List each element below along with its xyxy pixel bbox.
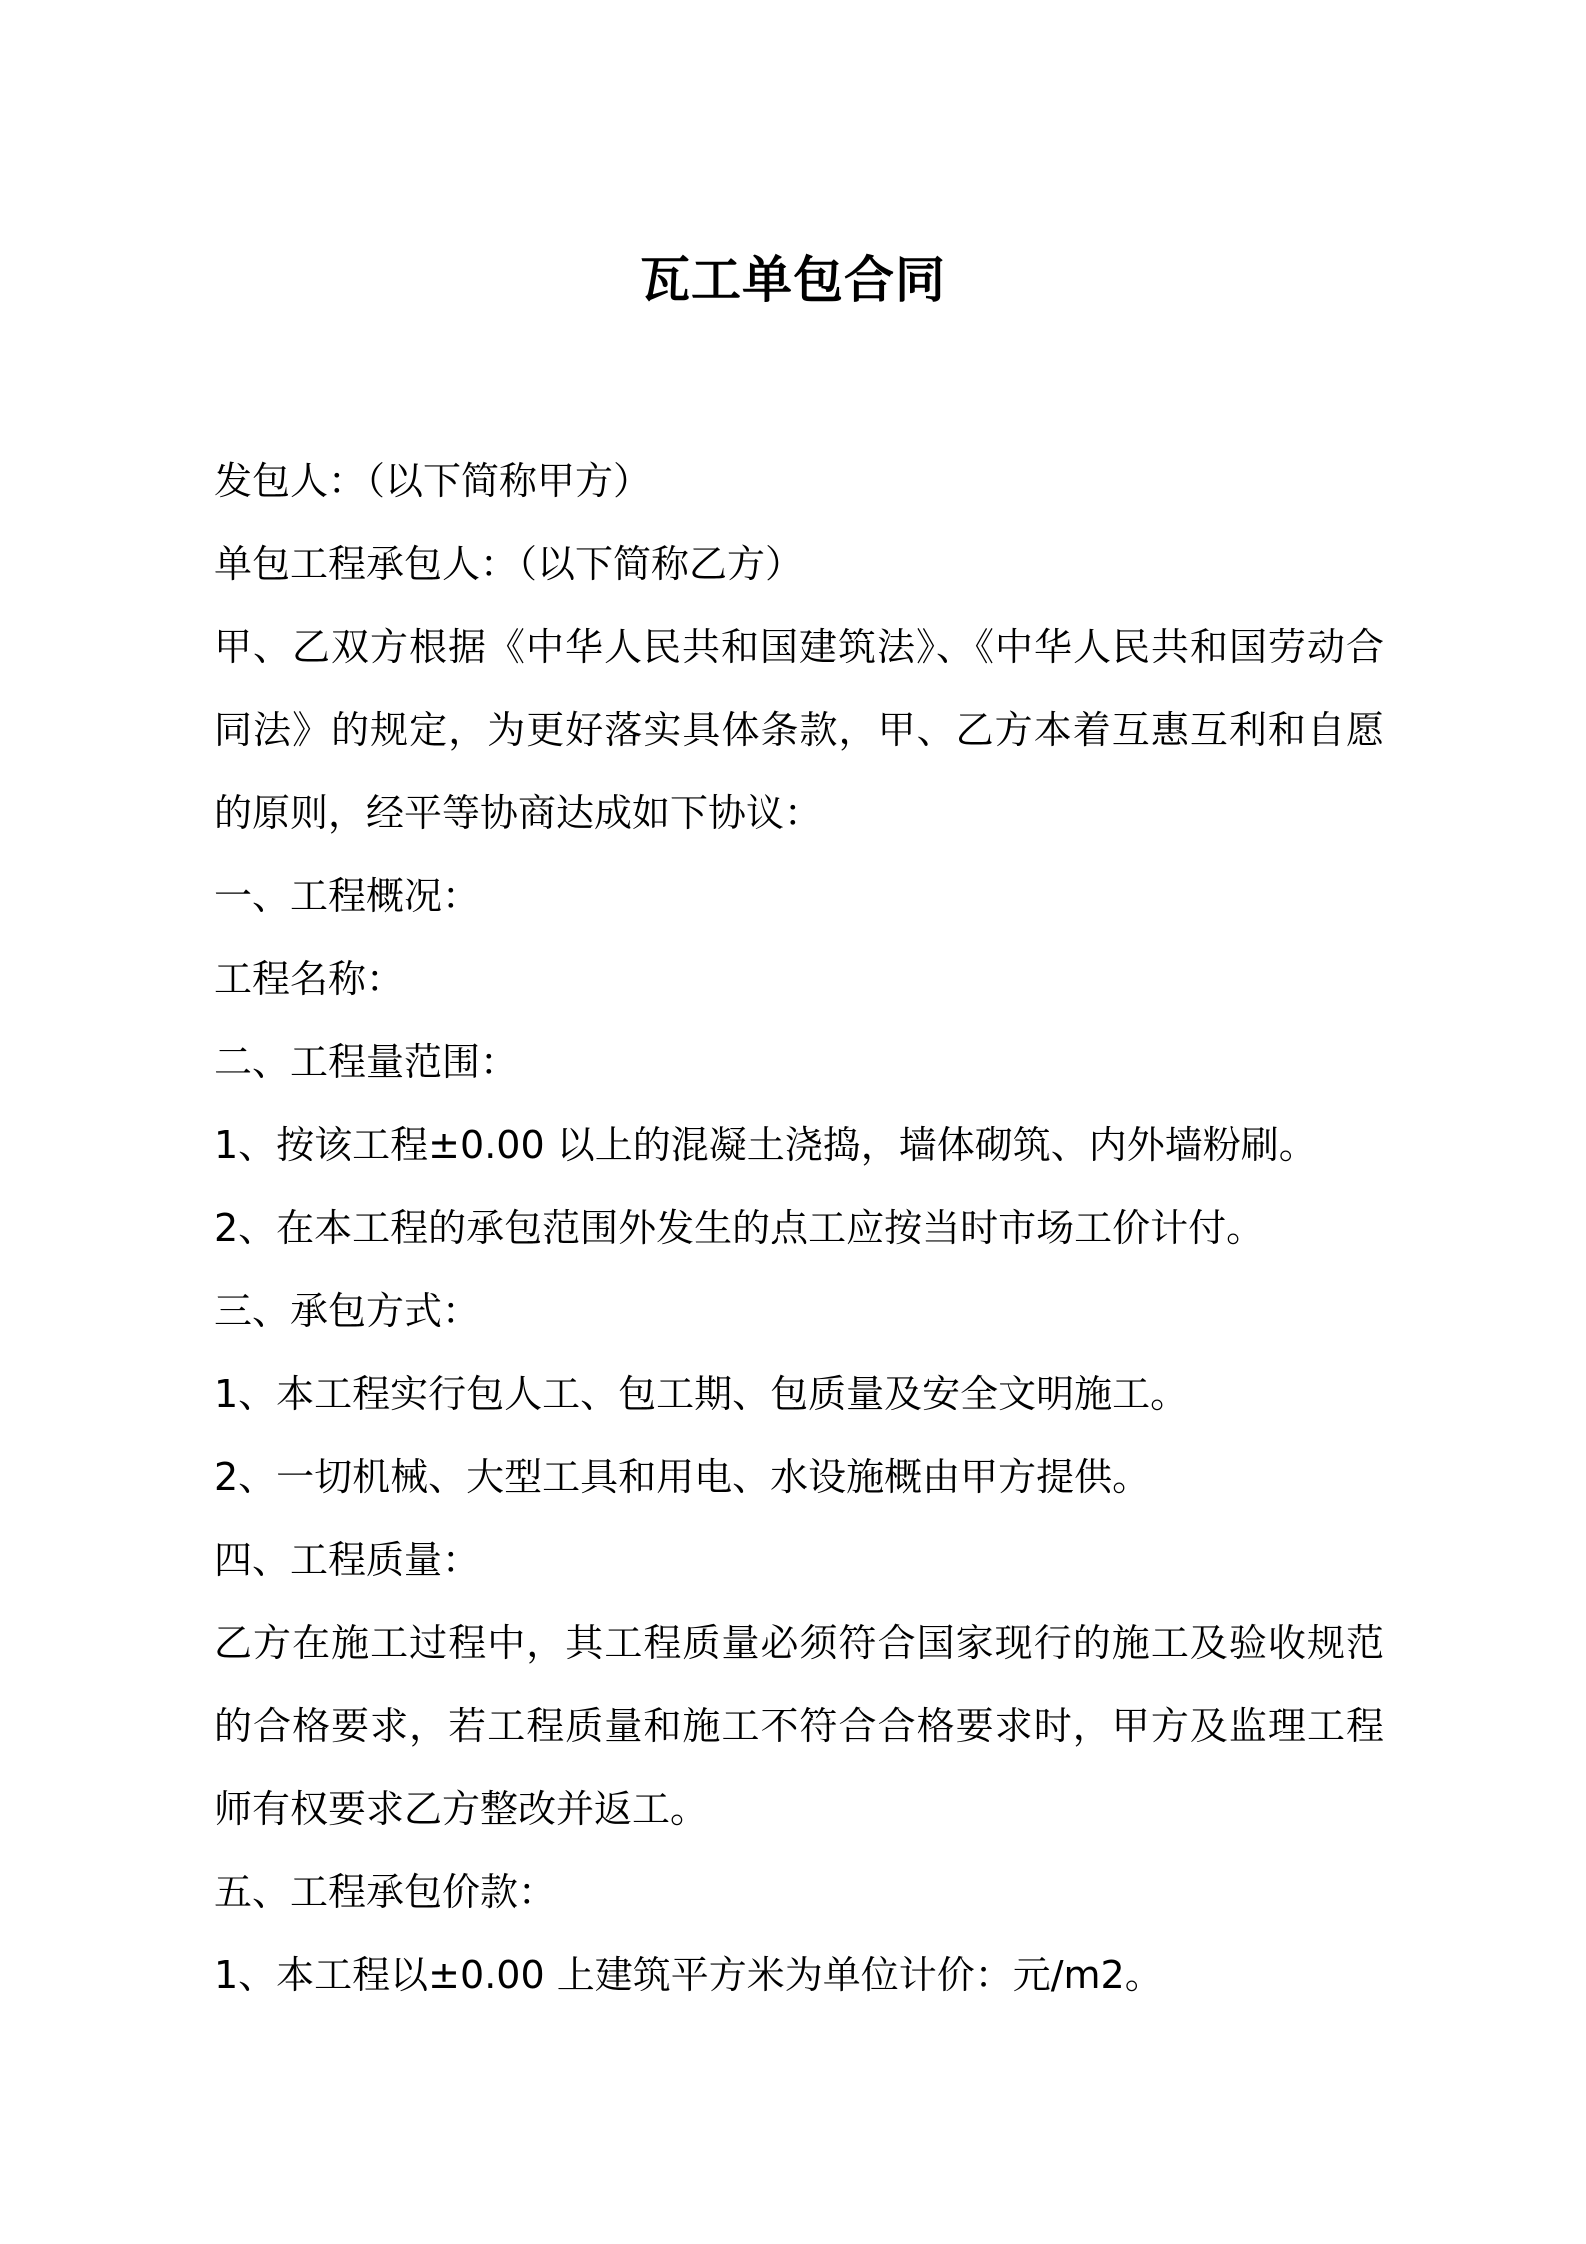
price-item-1: 1、本工程以±0.00 上建筑平方米为单位计价：元/m2。: [214, 1953, 1163, 1997]
method-item-2: 2、一切机械、大型工具和用电、水设施概由甲方提供。: [214, 1455, 1151, 1499]
quality-paragraph: 乙方在施工过程中，其工程质量必须符合国家现行的施工及验收规范的合格要求，若工程质量和施工不符合合格要求时，甲方及监理工程师有权要求乙方整改并返工。: [214, 1621, 1384, 1831]
section-heading-1: 一、工程概况：: [214, 874, 481, 918]
scope-item-2: 2、在本工程的承包范围外发生的点工应按当时市场工价计付。: [214, 1206, 1265, 1250]
section-heading-2: 二、工程量范围：: [214, 1040, 519, 1084]
section-heading-5: 五、工程承包价款：: [214, 1870, 557, 1914]
party-a-line: 发包人：（以下简称甲方）: [214, 459, 652, 503]
scope-item-1: 1、按该工程±0.00 以上的混凝土浇捣，墙体砌筑、内外墙粉刷。: [214, 1123, 1317, 1167]
party-b-line: 单包工程承包人：（以下简称乙方）: [214, 542, 804, 586]
document-body: [214, 440, 1384, 2017]
section-heading-3: 三、承包方式：: [214, 1289, 481, 1333]
project-name-line: 工程名称：: [214, 957, 405, 1001]
document-title: 瓦工单包合同: [640, 251, 946, 309]
preamble-paragraph: 甲、乙双方根据《中华人民共和国建筑法》、《中华人民共和国劳动合同法》的规定，为更好落实具体条款，甲、乙方本着互惠互利和自愿的原则，经平等协商达成如下协议：: [214, 625, 1384, 835]
method-item-1: 1、本工程实行包人工、包工期、包质量及安全文明施工。: [214, 1372, 1189, 1416]
section-heading-4: 四、工程质量：: [214, 1538, 481, 1582]
